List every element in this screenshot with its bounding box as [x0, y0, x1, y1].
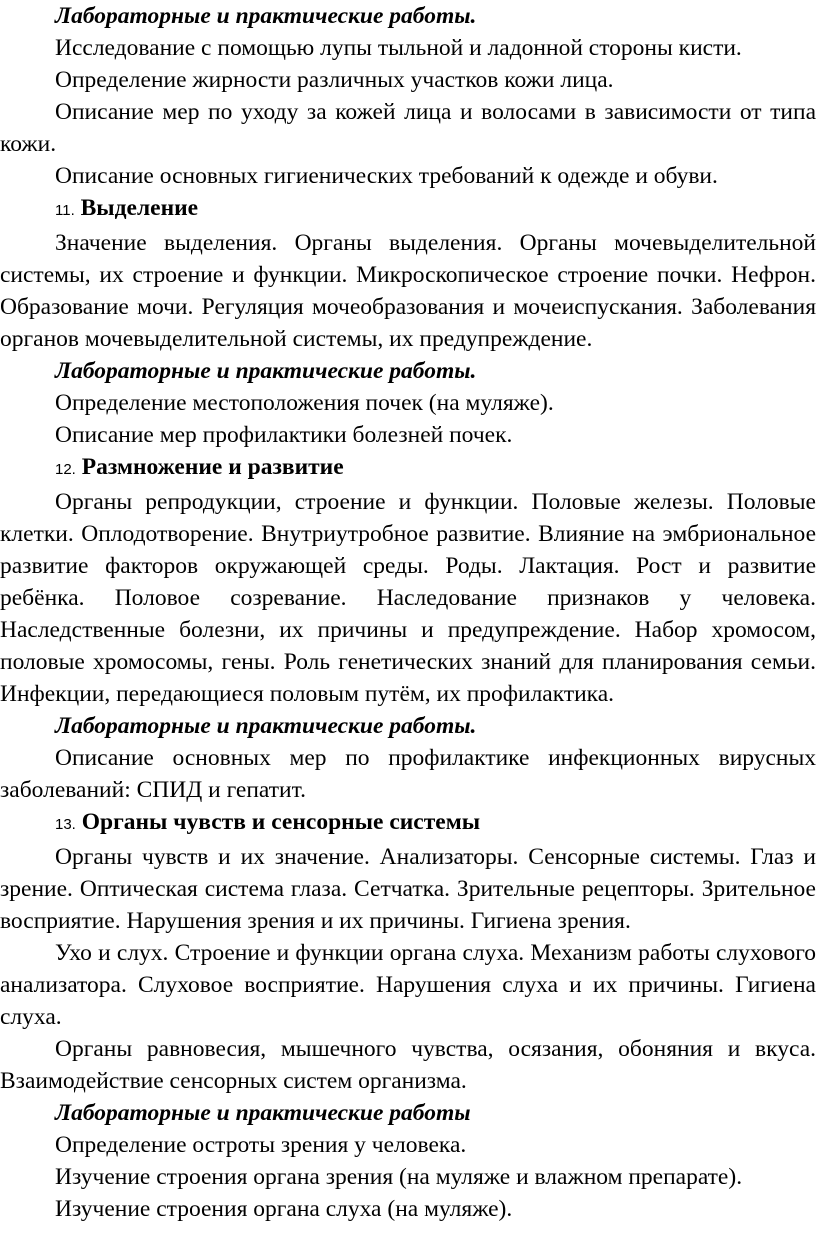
section-body: Ухо и слух. Строение и функции органа слуха. Механизм работы слухового анализатора. Слуховое восприятие. Нарушения слуха и их причины. Гигиена слуха.	[0, 940, 816, 1030]
lab-item: Описание основных мер по профилактике инфекционных вирусных заболеваний: СПИД и гепатит.	[0, 745, 816, 803]
section-title: Размножение и развитие	[81, 454, 344, 480]
section-number: 12.	[55, 461, 76, 478]
section-heading-11	[0, 192, 816, 227]
section-number: 13.	[55, 816, 76, 833]
lab-item: Определение остроты зрения у человека.	[55, 1132, 467, 1158]
lab-works-heading: Лабораторные и практические работы.	[55, 3, 477, 29]
lab-item: Определение местоположения почек (на муляже).	[55, 390, 554, 416]
section-title: Выделение	[80, 195, 199, 221]
lab-works-heading: Лабораторные и практические работы	[55, 1100, 471, 1126]
lab-item: Определение жирности различных участков кожи лица.	[55, 67, 614, 93]
lab-item: Исследование с помощью лупы тыльной и ладонной стороны кисти.	[55, 35, 742, 61]
section-body: Органы равновесия, мышечного чувства, осязания, обоняния и вкуса. Взаимодействие сенсорных систем организма.	[0, 1036, 816, 1094]
lab-works-heading: Лабораторные и практические работы.	[55, 713, 477, 739]
section-body: Значение выделения. Органы выделения. Органы мочевыделительной системы, их строение и функции. Микроскопическое строение почки. Нефрон. Образование мочи. Регуляция мочеобразования и мочеиспускания. Заболевания органов мочевыделительной системы, их предупреждение.	[0, 230, 816, 352]
lab-item: Описание основных гигиенических требований к одежде и обуви.	[55, 163, 718, 189]
lab-item: Описание мер по уходу за кожей лица и волосами в зависимости от типа кожи.	[0, 99, 816, 157]
section-number: 11.	[55, 202, 75, 219]
lab-item: Изучение строения органа зрения (на муляже и влажном препарате).	[55, 1164, 743, 1190]
section-title: Органы чувств и сенсорные системы	[81, 809, 481, 835]
section-body: Органы чувств и их значение. Анализаторы. Сенсорные системы. Глаз и зрение. Оптическая система глаза. Сетчатка. Зрительные рецепторы. Зрительное восприятие. Нарушения зрения и их причины. Гигиена зрения.	[0, 844, 816, 934]
lab-item: Описание мер профилактики болезней почек.	[55, 422, 513, 448]
section-body: Органы репродукции, строение и функции. Половые железы. Половые клетки. Оплодотворение. Внутриутробное развитие. Влияние на эмбриональное развитие факторов окружающей среды. Роды. Лактация. Рост и развитие ребёнка. Половое созревание. Наследование признаков у человека. Наследственные болезни, их причины и предупреждение. Набор хромосом, половые хромосомы, гены. Роль генетических знаний для планирования семьи. Инфекции, передающиеся половым путём, их профилактика.	[0, 489, 816, 707]
lab-works-heading: Лабораторные и практические работы.	[55, 358, 477, 384]
section-heading-12	[0, 451, 816, 486]
section-heading-13	[0, 806, 816, 841]
lab-item: Изучение строения органа слуха (на муляже).	[55, 1196, 513, 1222]
